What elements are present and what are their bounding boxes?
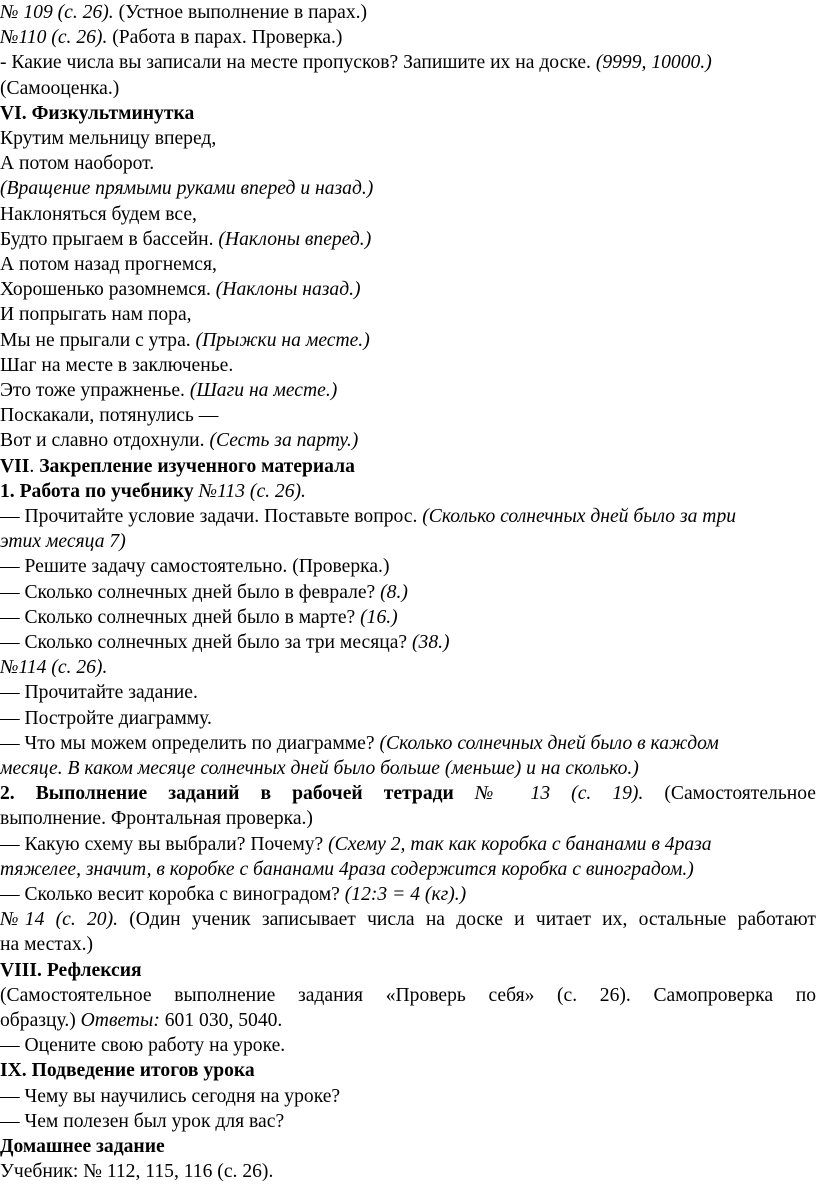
text-line — [0, 126, 816, 151]
text-line — [0, 277, 816, 302]
text-line — [0, 25, 816, 50]
text-line — [0, 403, 816, 428]
text-run: (8.) — [380, 581, 408, 603]
text-run: Шаг на месте в заключенье. — [0, 354, 234, 376]
text-line — [0, 479, 816, 504]
text-run: (Самооценка.) — [0, 77, 120, 99]
text-run: Будто прыгаем в бассейн. — [0, 228, 219, 250]
text-run: 601 030, 5040. — [159, 1010, 283, 1031]
text-run: — Сколько солнечных дней было в марте? — [0, 606, 361, 628]
text-run: (Наклоны назад.) — [215, 279, 361, 301]
text-run: — Сколько весит коробка с виноградом? — [0, 884, 345, 905]
text-run: № 109 (с. 26). — [0, 2, 114, 23]
text-run: (Самостоятельное — [643, 783, 816, 805]
text-run: (Наклоны вперед.) — [218, 228, 372, 250]
text-line — [0, 756, 816, 781]
text-run: Учебник: № 112, 115, 116 (с. 26). — [0, 1161, 274, 1183]
text-line — [0, 1058, 816, 1083]
text-run: Домашнее задание — [0, 1136, 165, 1157]
text-line — [0, 227, 816, 252]
text-run: VI. Физкультминутка — [0, 102, 195, 124]
text-run: (Работа в парах. Проверка.) — [107, 27, 343, 49]
text-run: Наклоняться будем все, — [0, 203, 197, 225]
text-run: №110 (с. 26). — [0, 27, 108, 49]
text-run: образцу.) — [0, 1010, 81, 1031]
text-line — [0, 328, 816, 353]
text-run: IX. Подведение итогов урока — [0, 1060, 255, 1082]
text-line — [0, 202, 816, 227]
text-line — [0, 428, 816, 453]
text-line — [0, 176, 816, 201]
text-run: Мы не прыгали с утра. — [0, 329, 196, 351]
text-line — [0, 353, 816, 378]
text-run: — Чему вы научились сегодня на уроке? — [0, 1085, 341, 1107]
text-run: №113 (с. 26). — [198, 480, 306, 502]
text-line — [0, 302, 816, 327]
text-run: Ответы: — [80, 1010, 160, 1031]
text-run: А потом назад прогнемся, — [0, 254, 217, 275]
text-line — [0, 378, 816, 403]
text-run: - Какие числа вы записали на месте пропусков? Запишите их на доске. — [0, 52, 596, 74]
text-run: — Постройте диаграмму. — [0, 707, 212, 729]
text-run: выполнение. Фронтальная проверка.) — [0, 808, 313, 830]
text-run: . — [29, 455, 40, 477]
text-line — [0, 983, 816, 1008]
text-run: (38.) — [412, 632, 450, 653]
text-line — [0, 731, 816, 756]
text-run: А потом наоборот. — [0, 153, 155, 175]
text-run: (Один ученик записывает числа на доске и читает их, остальные работают — [118, 909, 816, 931]
text-run: (Сколько солнечных дней было в каждом — [379, 732, 719, 754]
text-run: И попрыгать нам пора, — [0, 304, 192, 326]
text-run — [454, 783, 475, 804]
text-line — [0, 554, 816, 579]
text-run: — Сколько солнечных дней было в феврале? — [0, 581, 381, 603]
text-line — [0, 655, 816, 680]
text-line — [0, 0, 816, 25]
text-line — [0, 1033, 816, 1058]
text-line — [0, 857, 816, 882]
text-line — [0, 832, 816, 857]
text-run: №114 (с. 26). — [0, 657, 108, 679]
text-run: (Самостоятельное выполнение задания «Проверь себя» (с. 26). Самопроверка по — [0, 984, 816, 1006]
text-line — [0, 806, 816, 831]
text-line — [0, 706, 816, 731]
text-run: 2. Выполнение заданий в рабочей тетради — [0, 783, 454, 805]
text-line — [0, 580, 816, 605]
text-run: Вот и славно отдохнули. — [0, 430, 210, 452]
text-line — [0, 1008, 816, 1033]
text-run: Хорошенько разомнемся. — [0, 279, 216, 301]
text-line — [0, 630, 816, 655]
text-line — [0, 1084, 816, 1109]
text-run: 1. Работа по учебнику — [0, 480, 199, 502]
text-line — [0, 1109, 816, 1134]
text-run: VIII. Рефлексия — [0, 959, 142, 981]
text-run: (Устное выполнение в парах.) — [113, 2, 368, 23]
text-run: VII — [0, 455, 30, 477]
text-run: — Что мы можем определить по диаграмме? — [0, 732, 380, 754]
text-line — [0, 454, 816, 479]
text-line — [0, 76, 816, 101]
text-line — [0, 50, 816, 75]
text-line — [0, 932, 816, 957]
text-run: (Сколько солнечных дней было за три — [422, 506, 737, 527]
text-run: Закрепление изученного материала — [39, 455, 355, 477]
text-line — [0, 1134, 816, 1159]
text-run: (Сесть за парту.) — [209, 430, 359, 452]
text-run: — Сколько солнечных дней было за три месяца? — [0, 632, 412, 653]
text-run: № 13 (с. 19). — [474, 783, 644, 805]
text-run: — Решите задачу самостоятельно. (Проверка.) — [0, 556, 390, 578]
text-run: Крутим мельницу вперед, — [0, 128, 217, 149]
text-run: №14 (с. 20). — [0, 909, 118, 931]
text-run: — Оцените свою работу на уроке. — [0, 1035, 286, 1057]
text-run: (9999, 10000.) — [595, 52, 712, 74]
text-line — [0, 151, 816, 176]
text-line — [0, 907, 816, 932]
text-line — [0, 1159, 816, 1184]
text-run: (12:3 = 4 (кг).) — [344, 884, 467, 905]
text-line — [0, 781, 816, 806]
text-run: на местах.) — [0, 934, 94, 956]
text-run: месяце. В каком месяце солнечных дней было больше (меньше) и на сколько.) — [0, 758, 639, 779]
text-run: Это тоже упражненье. — [0, 380, 190, 401]
text-run: Поскакали, потянулись — — [0, 405, 219, 427]
text-line — [0, 529, 816, 554]
text-line — [0, 101, 816, 126]
text-line — [0, 605, 816, 630]
text-line — [0, 504, 816, 529]
text-run: этих месяца 7) — [0, 531, 126, 553]
text-line — [0, 958, 816, 983]
text-run: (Шаги на месте.) — [189, 380, 338, 401]
text-line — [0, 882, 816, 907]
text-run: — Прочитайте задание. — [0, 682, 198, 704]
text-run: (Прыжки на месте.) — [195, 329, 370, 351]
text-run: тяжелее, значит, в коробке с бананами 4раза содержится коробка с виноградом.) — [0, 858, 694, 880]
text-run: — Чем полезен был урок для вас? — [0, 1110, 285, 1132]
text-run: — Прочитайте условие задачи. Поставьте вопрос. — [0, 506, 423, 527]
text-run: (Схему 2, так как коробка с бананами в 4раза — [328, 833, 712, 855]
text-line — [0, 252, 816, 277]
text-line — [0, 680, 816, 705]
text-run: (Вращение прямыми руками вперед и назад.) — [0, 178, 374, 200]
text-run: (16.) — [360, 606, 398, 628]
text-run: — Какую схему вы выбрали? Почему? — [0, 833, 329, 855]
